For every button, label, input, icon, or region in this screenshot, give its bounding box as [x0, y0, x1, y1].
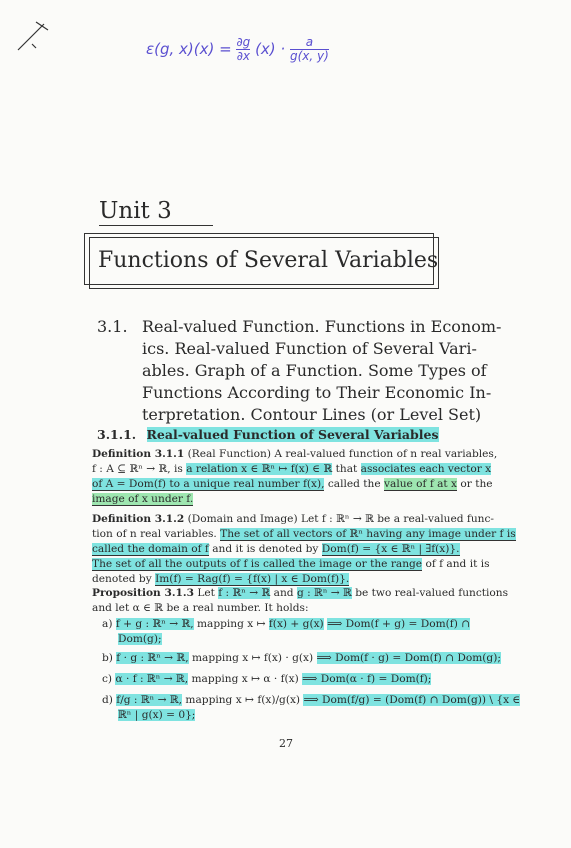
highlighted-text: g : ℝⁿ → ℝ — [296, 587, 352, 599]
proposition-text: Let — [197, 587, 215, 599]
definition-text: tion of n real variables. — [92, 528, 217, 540]
definition-text: denoted by — [92, 573, 152, 585]
highlighted-text: ⟹ Dom(α · f) = Dom(f); — [302, 673, 432, 685]
section-title — [142, 316, 501, 426]
unit-underline — [99, 225, 213, 226]
definition-text: of f and it is — [425, 558, 490, 570]
highlighted-text: ℝⁿ | g(x) = 0}; — [118, 709, 196, 721]
highlighted-text: ⟹ Dom(f/g) = (Dom(f) ∩ Dom(g)) \ {x ∈ — [303, 694, 521, 706]
highlighted-text: f(x) + g(x) — [268, 618, 324, 630]
highlighted-text: Dom(g); — [118, 633, 162, 645]
section-title-line: Real-valued Function. Functions in Econom- — [142, 317, 502, 336]
proposition-item — [102, 693, 520, 723]
highlighted-text: of A = Dom(f) to a unique real number f(x), — [92, 478, 325, 490]
highlighted-text: ⟹ Dom(f + g) = Dom(f) ∩ — [327, 618, 471, 630]
highlighted-text: image of x under f. — [92, 493, 194, 505]
definition-text: that — [335, 463, 358, 475]
section-title-line: Functions According to Their Economic In- — [142, 383, 492, 402]
pen-scribble-mark — [14, 16, 54, 56]
highlighted-text: Dom(f) = {x ∈ ℝⁿ | ∃f(x)}. — [321, 543, 460, 555]
handwritten-formula — [146, 36, 329, 63]
proposition — [92, 586, 508, 616]
handwritten-formula-mid: (x) · — [255, 40, 286, 58]
definition-name: (Domain and Image) — [187, 513, 298, 525]
section-title-line: ables. Graph of a Function. Some Types of — [142, 361, 487, 380]
chapter-title: Functions of Several Variables — [98, 248, 439, 273]
definition-text: and it is denoted by — [212, 543, 319, 555]
handwritten-formula-left: ε(g, x)(x) = — [146, 40, 232, 58]
page-number: 27 — [279, 737, 293, 750]
definition-text: called the — [327, 478, 381, 490]
fraction-denominator: ∂x — [236, 49, 251, 63]
section-number: 3.1. — [97, 317, 128, 336]
definition-text: or the — [460, 478, 493, 490]
item-text: mapping x ↦ — [191, 673, 260, 685]
proposition-text: and — [273, 587, 294, 599]
highlighted-text: α · f : ℝⁿ → ℝ, — [115, 673, 189, 685]
highlighted-text: The set of all the outputs of f is called the image or the range — [92, 558, 423, 570]
item-text: f(x) · g(x) — [263, 652, 314, 664]
definition-label: Definition 3.1.2 — [92, 513, 185, 525]
proposition-label: Proposition 3.1.3 — [92, 587, 194, 599]
item-label: b) — [102, 652, 113, 664]
highlighted-text: ⟹ Dom(f · g) = Dom(f) ∩ Dom(g); — [316, 652, 501, 664]
unit-label: Unit 3 — [99, 198, 172, 224]
fraction-numerator: ∂g — [236, 35, 251, 49]
fraction-numerator: a — [290, 36, 329, 50]
definition-text: Let f : ℝⁿ → ℝ be a real-valued func- — [300, 513, 495, 525]
item-text: mapping x ↦ — [185, 694, 254, 706]
highlighted-text: value of f at x — [384, 478, 458, 490]
definition-real-function — [92, 447, 497, 507]
item-text: α · f(x) — [263, 673, 299, 685]
highlighted-text: f · g : ℝⁿ → ℝ, — [116, 652, 189, 664]
definition-name: (Real Function) — [187, 448, 271, 460]
section-title-line: ics. Real-valued Function of Several Vari- — [142, 339, 477, 358]
handwritten-fraction-1 — [236, 36, 250, 63]
highlighted-text: f + g : ℝⁿ → ℝ, — [115, 618, 194, 630]
highlighted-text: a relation x ∈ ℝⁿ ↦ f(x) ∈ ℝ — [186, 463, 333, 475]
item-label: d) — [102, 694, 113, 706]
highlighted-text: f/g : ℝⁿ → ℝ, — [116, 694, 183, 706]
definition-text: A real-valued function of n real variables, — [274, 448, 498, 460]
item-text: mapping x ↦ — [197, 618, 266, 630]
section-title-line: terpretation. Contour Lines (or Level Set) — [142, 405, 482, 424]
highlighted-text: associates each vector x — [360, 463, 492, 475]
definition-domain-image — [92, 512, 516, 587]
highlighted-text: Im(f) = Rag(f) = {f(x) | x ∈ Dom(f)}. — [155, 573, 350, 585]
item-text: f(x)/g(x) — [257, 694, 301, 706]
proposition-text: and let α ∈ ℝ be a real number. It holds: — [92, 602, 309, 614]
definition-text: f : A ⊆ ℝⁿ → ℝ, is — [92, 463, 183, 475]
highlighted-text: called the domain of f — [92, 543, 209, 555]
proposition-item — [102, 672, 431, 687]
handwritten-fraction-2 — [290, 36, 329, 63]
highlighted-text: The set of all vectors of ℝⁿ having any image under f is — [220, 528, 516, 540]
item-label: a) — [102, 618, 113, 630]
proposition-item — [102, 651, 501, 666]
item-label: c) — [102, 673, 113, 685]
subsection-heading — [97, 427, 439, 442]
item-text: mapping x ↦ — [191, 652, 261, 664]
proposition-text: be two real-valued functions — [355, 587, 509, 599]
highlighted-text: f : ℝⁿ → ℝ — [218, 587, 271, 599]
definition-label: Definition 3.1.1 — [92, 448, 185, 460]
proposition-item — [102, 617, 470, 647]
subsection-number: 3.1.1. — [97, 427, 137, 442]
fraction-denominator: g(x, y) — [289, 49, 329, 63]
subsection-title: Real-valued Function of Several Variables — [146, 427, 439, 442]
